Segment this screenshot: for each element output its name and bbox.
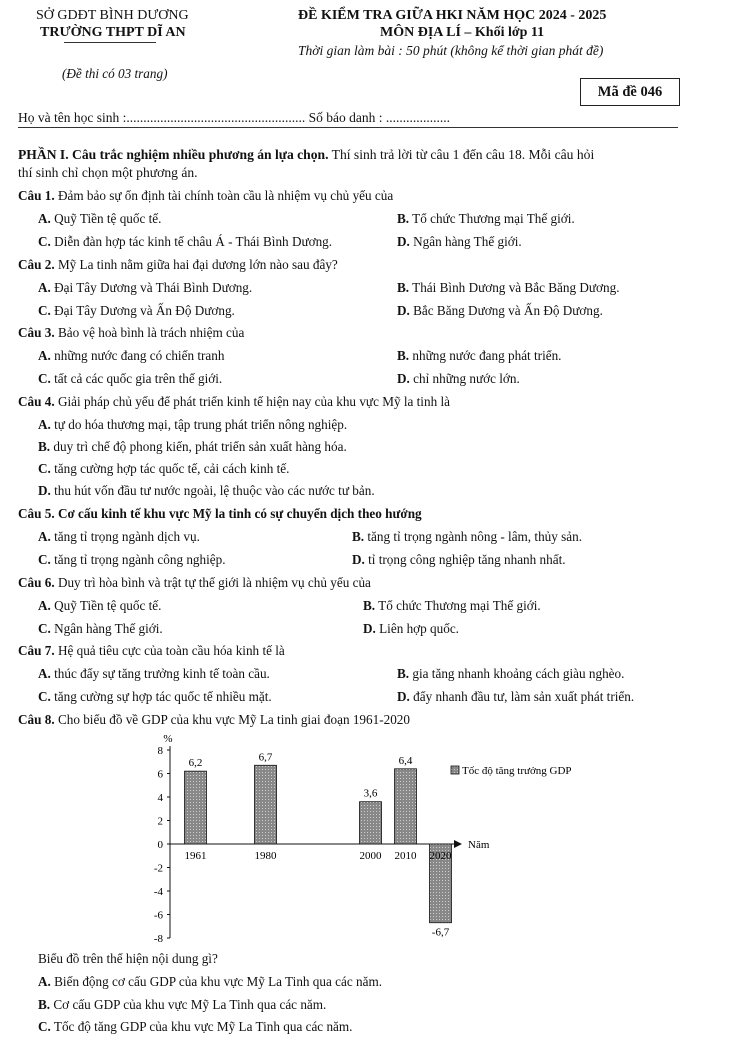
question-text: Mỹ La tinh nằm giữa hai đại dương lớn nào sau đây? [54,257,338,272]
q4-option-c[interactable]: C. tăng cường hợp tác quốc tế, cải cách kinh tế. [38,461,290,476]
legend-swatch [451,766,459,774]
x-axis-arrow-icon [454,840,462,848]
q7-option-a[interactable]: A. thúc đẩy sự tăng trưởng kinh tế toàn cầu. [38,666,270,681]
q5-option-b[interactable]: B. tăng tỉ trọng ngành nông - lâm, thủy sản. [352,529,583,544]
y-tick-label: -6 [153,909,163,922]
question-8 [18,712,410,728]
q1-option-b[interactable]: B. Tổ chức Thương mại Thế giới. [397,211,575,226]
exam-subject: MÔN ĐỊA LÍ – Khối lớp 11 [380,25,545,40]
question-7 [18,643,285,659]
y-tick-label: 8 [157,745,163,757]
x-tick-label: 1961 [184,850,207,862]
bar-value-label: 3,6 [363,787,378,800]
q1-option-a[interactable]: A. Quỹ Tiền tệ quốc tế. [38,211,162,226]
question-label: Câu 6. [18,575,55,590]
question-4 [18,394,450,410]
bar-1961 [185,771,207,844]
exam-time: Thời gian làm bài : 50 phút (không kể thời gian phát đề) [298,43,604,58]
q3-option-a[interactable]: A. những nước đang có chiến tranh [38,348,225,363]
y-tick-label: 6 [157,768,163,781]
question-label: Câu 5. [18,506,55,521]
question-text: Giải pháp chủ yếu để phát triển kinh tế hiện nay của khu vực Mỹ la tinh là [54,394,450,409]
q6-option-c[interactable]: C. Ngân hàng Thế giới. [38,621,163,636]
x-tick-label: 2000 [359,850,382,862]
q2-option-d[interactable]: D. Bắc Băng Dương và Ấn Độ Dương. [397,303,603,318]
bar-value-label: -6,7 [431,926,450,939]
q5-option-a[interactable]: A. tăng tỉ trọng ngành dịch vụ. [38,529,200,544]
exam-code-box [580,78,680,106]
q6-option-a[interactable]: A. Quỹ Tiền tệ quốc tế. [38,598,162,613]
header-divider [18,127,678,128]
question-2 [18,257,338,273]
pages-note: (Đề thi có 03 trang) [62,66,168,81]
question-text: Duy trì hòa bình và trật tự thế giới là nhiệm vụ chủ yếu của [54,575,371,590]
bar-value-label: 6,7 [258,751,273,764]
x-tick-label: 2010 [394,850,417,862]
dept-name: SỞ GDĐT BÌNH DƯƠNG [36,8,189,23]
q7-option-b[interactable]: B. gia tăng nhanh khoảng cách giàu nghèo. [397,666,625,681]
q5-option-c[interactable]: C. tăng tỉ trọng ngành công nghiệp. [38,552,226,567]
exam-code: Mã đề 046 [597,83,663,100]
bar-value-label: 6,2 [188,757,203,770]
q8-option-c[interactable]: C. Tốc độ tăng GDP của khu vực Mỹ La Tinh qua các năm. [38,1019,353,1034]
question-1 [18,188,393,204]
q2-option-a[interactable]: A. Đại Tây Dương và Thái Bình Dương. [38,280,253,295]
y-tick-label: -4 [153,886,163,898]
q4-option-d[interactable]: D. thu hút vốn đầu tư nước ngoài, lệ thuộc vào các nước tư bản. [38,483,375,498]
q6-option-d[interactable]: D. Liên hợp quốc. [363,621,459,636]
legend-label: Tốc độ tăng trưởng GDP [462,765,572,777]
y-tick-label: 2 [157,815,163,828]
bar-value-label: 6,4 [398,754,413,767]
question-text: Hệ quả tiêu cực của toàn cầu hóa kinh tế là [54,643,285,658]
bar-2010 [395,769,417,844]
q4-option-a[interactable]: A. tự do hóa thương mại, tập trung phát triển nông nghiệp. [38,417,348,432]
question-5 [18,506,422,522]
q6-option-b[interactable]: B. Tổ chức Thương mại Thế giới. [363,598,541,613]
school-underline [64,42,156,43]
part1-instr-1: Thí sinh trả lời từ câu 1 đến câu 18. Mỗi câu hỏi [328,147,595,162]
question-text: Cho biểu đồ về GDP của khu vực Mỹ La tinh giai đoạn 1961-2020 [54,712,410,727]
q3-option-c[interactable]: C. tất cả các quốc gia trên thế giới. [38,371,223,386]
q5-option-d[interactable]: D. tỉ trọng công nghiệp tăng nhanh nhất. [352,552,566,567]
y-tick-label: -8 [153,933,163,945]
y-axis-label: % [163,733,173,745]
q1-option-c[interactable]: C. Diễn đàn hợp tác kinh tế châu Á - Thái Bình Dương. [38,234,333,249]
question-label: Câu 3. [18,325,55,340]
part1-title: PHẦN I. Câu trắc nghiệm nhiều phương án lựa chọn. [18,147,329,162]
q8-prompt: Biểu đồ trên thể hiện nội dung gì? [38,951,218,966]
bar-2000 [360,802,382,844]
question-label: Câu 8. [18,712,55,727]
question-label: Câu 7. [18,643,55,658]
question-3 [18,325,244,341]
part1-instructions [18,147,594,163]
x-axis-label: Năm [468,839,490,851]
q2-option-c[interactable]: C. Đại Tây Dương và Ấn Độ Dương. [38,303,235,318]
q8-option-a[interactable]: A. Biến động cơ cấu GDP của khu vực Mỹ La Tinh qua các năm. [38,974,382,989]
question-text: Bảo vệ hoà bình là trách nhiệm của [54,325,245,340]
school-name: TRƯỜNG THPT DĨ AN [40,25,186,40]
question-6 [18,575,371,591]
gdp-bar-chart [130,730,610,945]
q3-option-d[interactable]: D. chỉ những nước lớn. [397,371,520,386]
q8-option-b[interactable]: B. Cơ cấu GDP của khu vực Mỹ La Tinh qua các năm. [38,997,327,1012]
x-tick-label: 1980 [254,850,277,862]
exam-title: ĐỀ KIỂM TRA GIỮA HKI NĂM HỌC 2024 - 2025 [298,8,607,23]
question-text: Cơ cấu kinh tế khu vực Mỹ la tinh có sự chuyển dịch theo hướng [54,506,422,521]
y-tick-label: 4 [157,792,163,804]
q1-option-d[interactable]: D. Ngân hàng Thế giới. [397,234,522,249]
q2-option-b[interactable]: B. Thái Bình Dương và Bắc Băng Dương. [397,280,620,295]
question-text: Đảm bảo sự ổn định tài chính toàn cầu là nhiệm vụ chủ yếu của [54,188,394,203]
question-label: Câu 4. [18,394,55,409]
q3-option-b[interactable]: B. những nước đang phát triển. [397,348,562,363]
question-label: Câu 2. [18,257,55,272]
student-info-line: Họ và tên học sinh :..................................................... Số báo danh : ................... [18,110,450,125]
y-tick-label: 0 [157,839,163,851]
y-tick-label: -2 [153,862,163,875]
question-label: Câu 1. [18,188,55,203]
part1-instr-2: thí sinh chỉ chọn một phương án. [18,165,198,180]
q4-option-b[interactable]: B. duy trì chế độ phong kiến, phát triển sản xuất hàng hóa. [38,439,347,454]
q7-option-c[interactable]: C. tăng cường sự hợp tác quốc tế nhiều mặt. [38,689,272,704]
q7-option-d[interactable]: D. đẩy nhanh đầu tư, làm sản xuất phát triển. [397,689,635,704]
bar-1980 [255,765,277,844]
x-tick-label: 2020 [429,850,452,862]
